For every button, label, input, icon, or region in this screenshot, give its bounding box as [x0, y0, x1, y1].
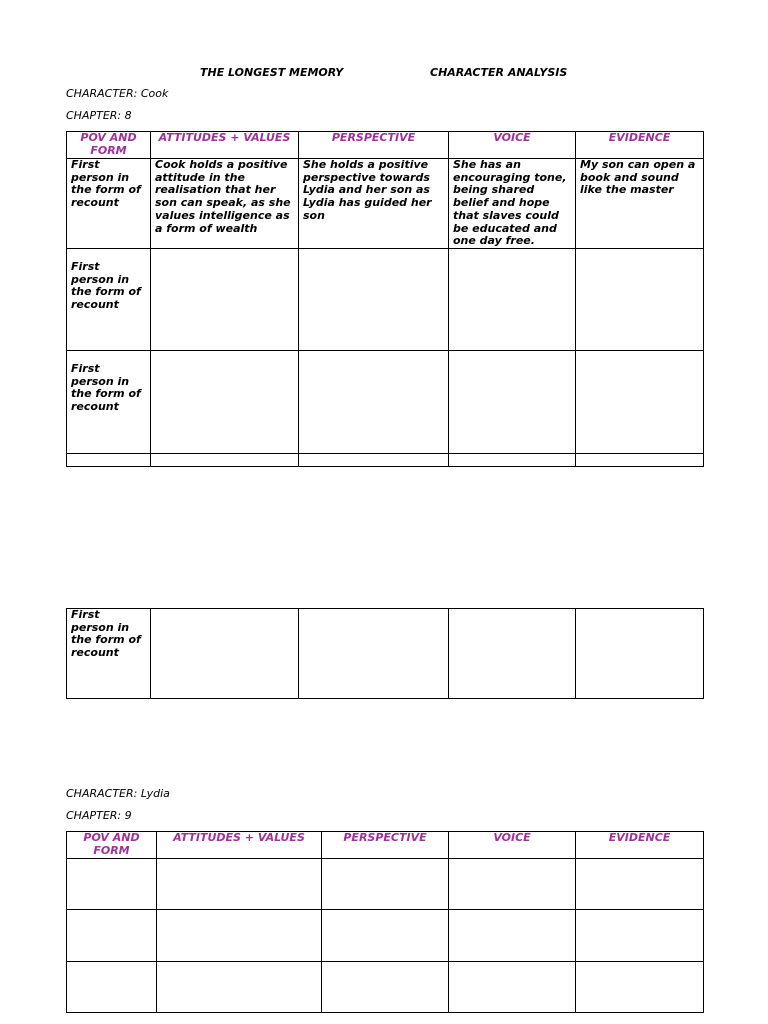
document-title: THE LONGEST MEMORY	[200, 66, 344, 79]
table-cell[interactable]	[576, 454, 704, 467]
table-cell[interactable]	[449, 351, 576, 454]
table-header-row	[67, 132, 704, 159]
table-cell[interactable]: My son can open a book and sound like the master	[576, 159, 704, 249]
table-cell[interactable]	[67, 859, 157, 910]
document-subtitle: CHARACTER ANALYSIS	[430, 66, 568, 79]
table-cell[interactable]	[67, 962, 157, 1013]
header-attitudes-values: ATTITUDES + VALUES	[157, 832, 322, 859]
table-cell[interactable]	[157, 859, 322, 910]
analysis-table-lydia	[66, 831, 704, 1013]
table-cell[interactable]	[322, 859, 449, 910]
table-cell[interactable]	[449, 249, 576, 351]
table-cell[interactable]	[157, 910, 322, 962]
table-cell[interactable]	[322, 962, 449, 1013]
table-cell[interactable]	[299, 249, 449, 351]
header-voice: VOICE	[449, 832, 576, 859]
table-cell[interactable]	[67, 454, 151, 467]
table-cell[interactable]	[449, 454, 576, 467]
header-evidence: EVIDENCE	[576, 132, 704, 159]
table-cell[interactable]	[322, 910, 449, 962]
chapter-label-8: CHAPTER: 8	[66, 109, 132, 122]
table-cell[interactable]	[576, 910, 704, 962]
table-cell[interactable]	[299, 454, 449, 467]
header-perspective: PERSPECTIVE	[299, 132, 449, 159]
table-row	[67, 454, 704, 467]
table-row	[67, 859, 704, 910]
table-cell[interactable]	[576, 609, 704, 699]
table-cell[interactable]: First person in the form of recount	[67, 249, 151, 351]
table-cell[interactable]: She has an encouraging tone, being shared belief and hope that slaves could be educated and one day free.	[449, 159, 576, 249]
table-cell[interactable]	[151, 454, 299, 467]
character-label-lydia: CHARACTER: Lydia	[66, 787, 170, 800]
table-cell[interactable]	[151, 351, 299, 454]
table-cell[interactable]	[576, 351, 704, 454]
table-row	[67, 910, 704, 962]
table-row	[67, 609, 704, 699]
table-cell[interactable]	[576, 249, 704, 351]
table-row	[67, 159, 704, 249]
table-cell[interactable]	[449, 609, 576, 699]
table-cell[interactable]: Cook holds a positive attitude in the realisation that her son can speak, as she values intelligence as a form of wealth	[151, 159, 299, 249]
header-pov-form: POV AND FORM	[67, 132, 151, 159]
table-row	[67, 249, 704, 351]
table-cell[interactable]: First person in the form of recount	[67, 351, 151, 454]
table-cell[interactable]: First person in the form of recount	[67, 609, 151, 699]
character-label-cook: CHARACTER: Cook	[66, 87, 169, 100]
analysis-table-cook	[66, 131, 704, 467]
table-cell[interactable]: She holds a positive perspective towards Lydia and her son as Lydia has guided her son	[299, 159, 449, 249]
table-cell[interactable]	[299, 609, 449, 699]
table-cell[interactable]	[576, 859, 704, 910]
header-perspective: PERSPECTIVE	[322, 832, 449, 859]
table-cell[interactable]	[576, 962, 704, 1013]
table-cell[interactable]: First person in the form of recount	[67, 159, 151, 249]
table-cell[interactable]	[449, 859, 576, 910]
table-cell[interactable]	[299, 351, 449, 454]
table-cell[interactable]	[157, 962, 322, 1013]
table-cell[interactable]	[151, 249, 299, 351]
table-header-row	[67, 832, 704, 859]
table-row	[67, 351, 704, 454]
analysis-table-cook-continued	[66, 608, 704, 699]
header-attitudes-values: ATTITUDES + VALUES	[151, 132, 299, 159]
table-row	[67, 962, 704, 1013]
chapter-label-9: CHAPTER: 9	[66, 809, 132, 822]
header-voice: VOICE	[449, 132, 576, 159]
table-cell[interactable]	[67, 910, 157, 962]
header-pov-form: POV AND FORM	[67, 832, 157, 859]
table-cell[interactable]	[449, 962, 576, 1013]
table-cell[interactable]	[449, 910, 576, 962]
header-evidence: EVIDENCE	[576, 832, 704, 859]
table-cell[interactable]	[151, 609, 299, 699]
